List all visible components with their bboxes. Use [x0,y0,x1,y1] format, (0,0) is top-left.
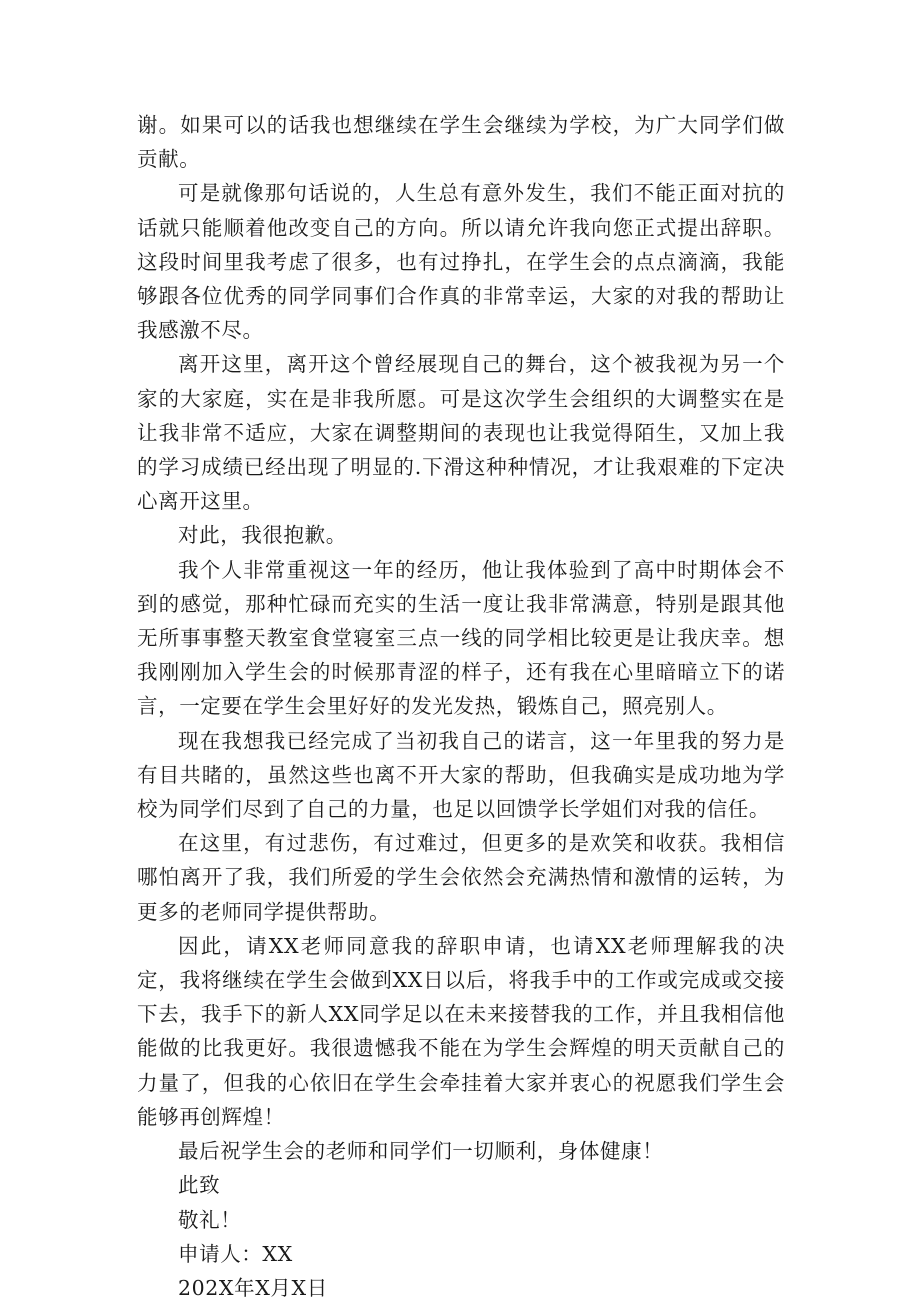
resignation-letter [137,108,785,1305]
paragraph-reason: 可是就像那句话说的，人生总有意外发生，我们不能正面对抗的话就只能顺着他改变自己的方向。所以请允许我向您正式提出辞职。这段时间里我考虑了很多，也有过挣扎，在学生会的点点滴滴，我能够跟各位优秀的同学同事们合作真的非常幸运，大家的对我的帮助让我感激不尽。 [137,181,785,343]
closing-salutation-2: 敬礼！ [178,1207,242,1232]
closing-wishes: 最后祝学生会的老师和同学们一切顺利，身体健康！ [178,1139,664,1164]
paragraph-request: 因此，请XX老师同意我的辞职申请，也请XX老师理解我的决定，我将继续在学生会做到XX日以后，将我手中的工作或完成或交接下去，我手下的新人XX同学足以在未来接替我的工作，并且我相信他能做的比我更好。我很遗憾我不能在为学生会辉煌的明天贡献自己的力量了，但我的心依旧在学生会牵挂着大家并衷心的祝愿我们学生会能够再创辉煌！ [137,933,785,1129]
closing-salutation-1: 此致 [178,1173,221,1198]
paragraph-reflection: 在这里，有过悲伤，有过难过，但更多的是欢笑和收获。我相信哪怕离开了我，我们所爱的学生会依然会充满热情和激情的运转，为更多的老师同学提供帮助。 [137,831,785,924]
applicant-signature: 申请人：XX [178,1241,293,1266]
paragraph-promise: 现在我想我已经完成了当初我自己的诺言，这一年里我的努力是有目共睹的，虽然这些也离不开大家的帮助，但我确实是成功地为学校为同学们尽到了自己的力量，也足以回馈学长学姐们对我的信任。 [137,728,785,822]
letter-date: 202X年X月X日 [178,1275,328,1300]
paragraph-apology: 对此，我很抱歉。 [178,523,347,548]
paragraph-experience: 我个人非常重视这一年的经历，他让我体验到了高中时期体会不到的感觉，那种忙碌而充实的生活一度让我非常满意，特别是跟其他无所事事整天教室食堂寝室三点一线的同学相比较更是让我庆幸。想我刚刚加入学生会的时候那青涩的样子，还有我在心里暗暗立下的诺言，一定要在学生会里好好的发光发热，锻炼自己，照亮别人。 [137,557,785,719]
paragraph-leaving: 离开这里，离开这个曾经展现自己的舞台，这个被我视为另一个家的大家庭，实在是非我所愿。可是这次学生会组织的大调整实在是让我非常不适应，大家在调整期间的表现也让我觉得陌生，又加上我的学习成绩已经出现了明显的.下滑这种种情况，才让我艰难的下定决心离开这里。 [137,352,785,514]
paragraph-continuation: 谢。如果可以的话我也想继续在学生会继续为学校，为广大同学们做贡献。 [137,113,785,172]
